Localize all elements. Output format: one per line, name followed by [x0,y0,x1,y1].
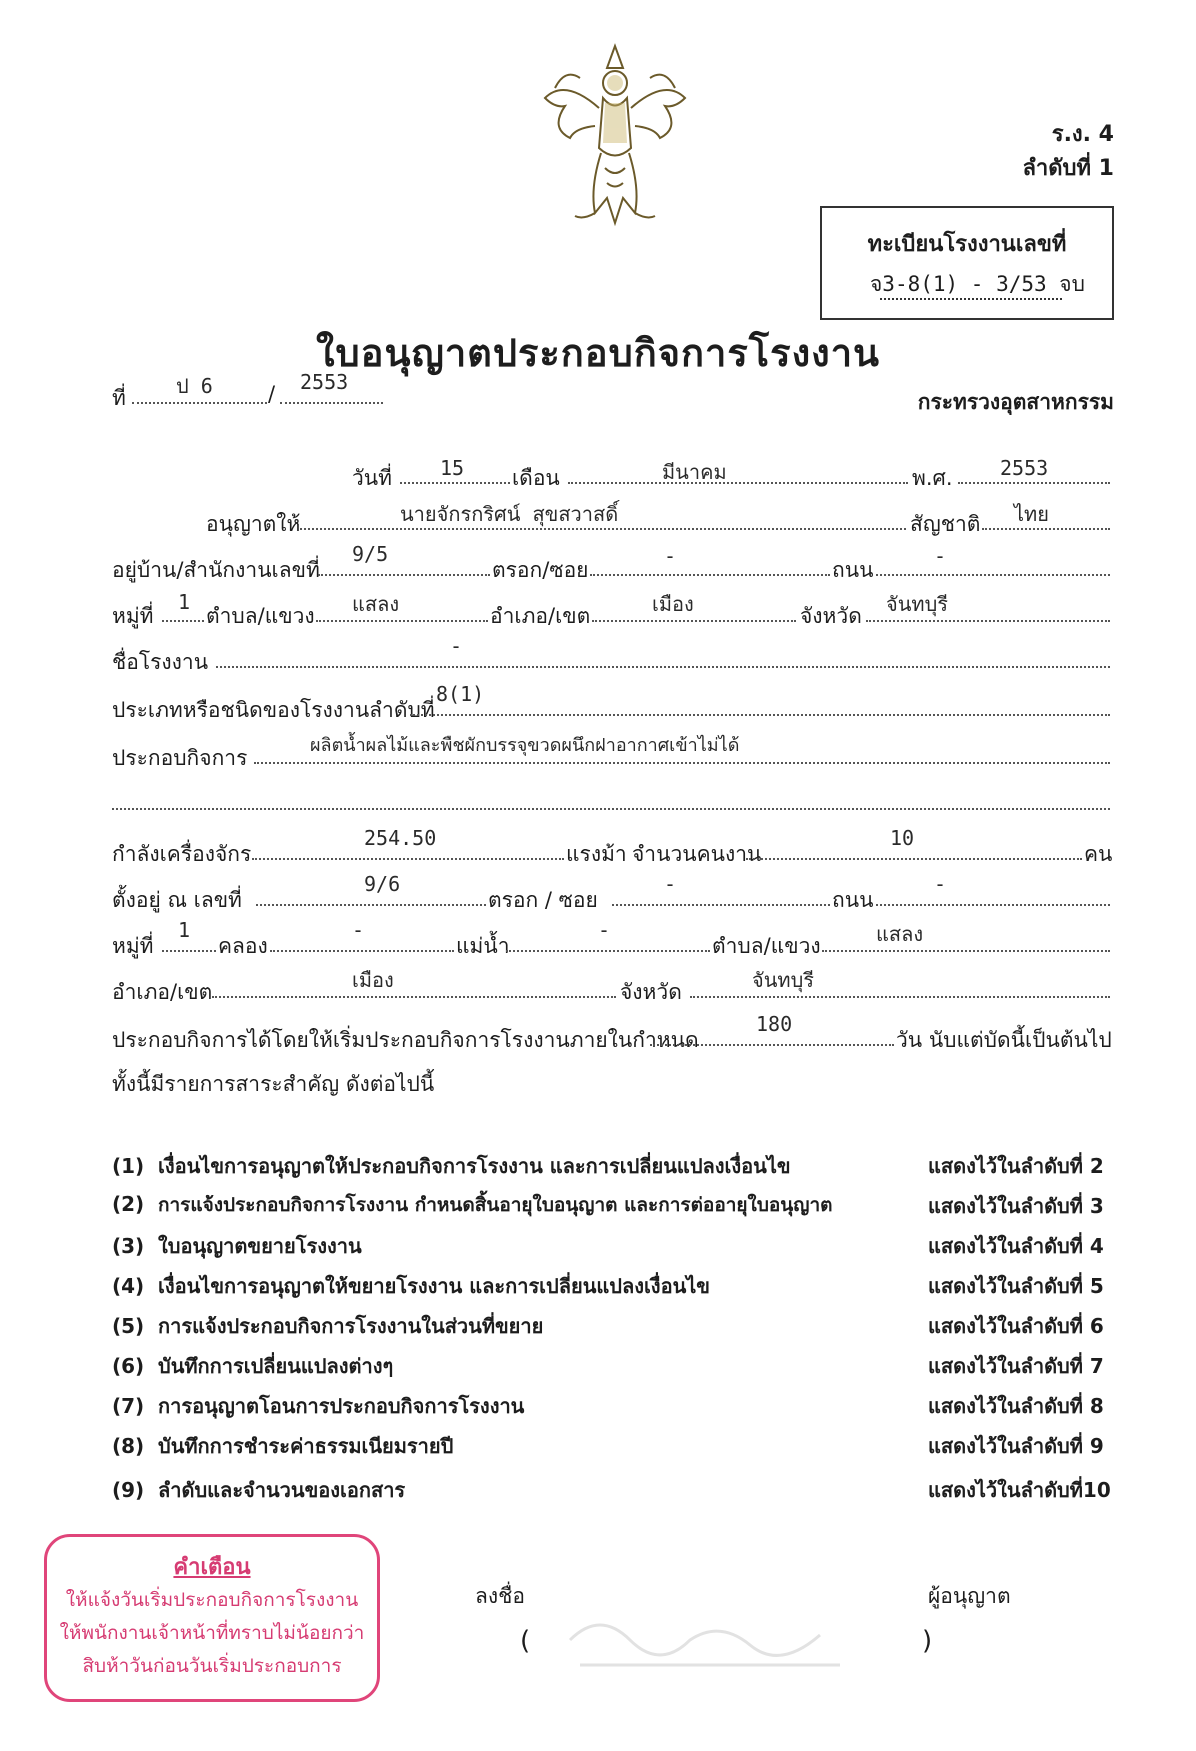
faded-signature-icon [560,1590,860,1680]
item-shown-ref: แสดงไว้ในลำดับที่ 5 [928,1274,1104,1298]
registration-box [820,206,1114,320]
loc-moo-dots [162,950,216,952]
item-shown-ref: แสดงไว้ในลำดับที่ 6 [928,1314,1104,1338]
loc-province-label: จังหวัด [620,980,682,1004]
list-item [112,1150,791,1182]
item-number: (5) [112,1314,145,1338]
loc-alley-value: - [664,872,677,896]
item-text: การแจ้งประกอบกิจการโรงงานในส่วนที่ขยาย [158,1314,544,1338]
item-shown-ref: แสดงไว้ในลำดับที่ 8 [928,1394,1104,1418]
item-text: ลำดับและจำนวนของเอกสาร [158,1478,406,1502]
start-suffix: วัน นับแต่บัดนี้เป็นต้นไป [896,1028,1112,1052]
order-label: ลำดับที่ 1 [1022,156,1114,181]
item-number: (9) [112,1478,145,1502]
business-label: ประกอบกิจการ [112,746,248,770]
province-dots [866,620,1110,622]
item-number: (3) [112,1234,145,1258]
factory-name-value: - [450,634,463,658]
signer-role: ผู้อนุญาต [928,1584,1011,1608]
subdistrict-value: แสลง [352,592,400,616]
moo-value: 1 [178,590,191,614]
workers-dots [746,858,1082,860]
list-item [112,1310,543,1342]
address-dots [318,574,490,576]
item-text: การอนุญาตโอนการประกอบกิจการโรงงาน [158,1394,525,1418]
item-text: เงื่อนไขการอนุญาตให้ประกอบกิจการโรงงาน และการเปลี่ยนแปลงเงื่อนไข [158,1154,791,1178]
doc-no-label: ที่ [112,386,126,410]
page-title: ใบอนุญาตประกอบกิจการโรงงาน [315,331,881,375]
loc-subdistrict-label: ตำบล/แขวง [712,934,821,958]
canal-label: คลอง [218,934,268,958]
river-value: - [598,918,611,942]
loc-district-dots [212,996,616,998]
form-code-block [1022,118,1114,186]
loc-district-label: อำเภอ/เขต [112,980,213,1004]
nationality-value: ไทย [1014,502,1049,526]
type-label: ประเภทหรือชนิดของโรงงานลำดับที่ [112,698,435,722]
date-value: 15 [440,456,465,480]
item-shown-ref: แสดงไว้ในลำดับที่ 7 [928,1354,1104,1378]
loc-alley-dots [612,904,830,906]
year-dots [958,482,1110,484]
type-value: 8(1) [436,682,485,706]
list-item [112,1430,453,1462]
road-value: - [934,544,947,568]
address-label: อยู่บ้าน/สำนักงานเลขที่ [112,558,320,582]
item-text: การแจ้งประกอบกิจการโรงงาน กำหนดสิ้นอายุใบอนุญาต และการต่ออายุใบอนุญาต [158,1194,833,1216]
signature-paren-close: ) [922,1626,933,1656]
loc-district-value: เมือง [352,968,394,992]
loc-label: ตั้งอยู่ ณ เลขที่ [112,888,242,912]
loc-road-dots [876,904,1110,906]
registration-number: จ3-8(1) - 3/53 จบ [870,272,1085,296]
year-label: พ.ศ. [912,466,953,490]
date-label: วันที่ [352,466,392,490]
ministry-name: กระทรวงอุตสาหกรรม [917,390,1114,414]
warning-line: สิบห้าวันก่อนวันเริ่มประกอบการ [82,1655,342,1677]
start-text: ประกอบกิจการได้โดยให้เริ่มประกอบกิจการโรงงานภายในกำหนด [112,1028,699,1052]
type-dots [410,714,1110,716]
alley-value: - [664,544,677,568]
business-value: ผลิตน้ำผลไม้และพืชผักบรรจุขวดผนึกฝาอากาศเข้าไม่ได้ [310,735,740,756]
province-value: จันทบุรี [886,592,949,616]
list-item [112,1474,405,1506]
start-days: 180 [756,1012,793,1036]
district-label: อำเภอ/เขต [490,604,591,628]
month-dots [568,482,908,484]
form-code: ร.ง. 4 [1051,122,1114,147]
district-value: เมือง [652,592,694,616]
factory-name-label: ชื่อโรงงาน [112,650,209,674]
canal-value: - [352,918,365,942]
river-label: แม่น้ำ [456,934,510,958]
loc-alley-label: ตรอก / ซอย [488,888,598,912]
business-dots [254,762,1110,764]
item-number: (7) [112,1394,145,1418]
garuda-emblem-icon [535,38,695,238]
loc-moo-label: หมู่ที่ [112,934,154,958]
month-label: เดือน [512,466,560,490]
doc-no-year: 2553 [300,370,349,394]
loc-road-label: ถนน [832,888,874,912]
item-shown-ref: แสดงไว้ในลำดับที่ 3 [928,1194,1104,1218]
item-shown-ref: แสดงไว้ในลำดับที่ 2 [928,1154,1104,1178]
subdistrict-dots [316,620,488,622]
licensee-value: นายจักรกริศน์ สุขสวาสดิ์ [400,502,619,526]
list-item [112,1270,710,1302]
month-value: มีนาคม [662,460,727,484]
warning-line: ให้พนักงานเจ้าหน้าที่ทราบไม่น้อยกว่า [59,1622,365,1644]
list-item [112,1350,393,1382]
factory-name-dots [216,666,1110,668]
item-number: (6) [112,1354,145,1378]
registration-underline [880,298,1062,300]
workers-label: จำนวนคนงาน [632,842,762,866]
doc-no-dots [132,402,267,404]
address-value: 9/5 [352,542,389,566]
alley-label: ตรอก/ซอย [492,558,589,582]
workers-value: 10 [890,826,915,850]
start-days-dots [650,1044,894,1046]
canal-dots [270,950,454,952]
warning-title: คำเตือน [173,1555,251,1580]
loc-moo-value: 1 [178,918,191,942]
list-item [112,1230,362,1262]
road-dots [876,574,1110,576]
item-number: (4) [112,1274,145,1298]
loc-dots [256,904,486,906]
loc-value: 9/6 [364,872,401,896]
district-dots [592,620,796,622]
item-shown-ref: แสดงไว้ในลำดับที่10 [928,1478,1111,1502]
year-value: 2553 [1000,456,1049,480]
road-label: ถนน [832,558,874,582]
item-text: เงื่อนไขการอนุญาตให้ขยายโรงงาน และการเปลี่ยนแปลงเงื่อนไข [158,1274,710,1298]
province-label: จังหวัด [800,604,862,628]
power-label: กำลังเครื่องจักร [112,842,252,866]
moo-dots [162,620,204,622]
hp-label: แรงม้า [566,842,627,866]
item-shown-ref: แสดงไว้ในลำดับที่ 4 [928,1234,1104,1258]
loc-subdistrict-dots [822,950,1110,952]
licensee-label: อนุญาตให้ [206,512,301,536]
item-text: บันทึกการเปลี่ยนแปลงต่างๆ [158,1354,394,1378]
item-shown-ref: แสดงไว้ในลำดับที่ 9 [928,1434,1104,1458]
warning-stamp [44,1534,380,1702]
loc-province-value: จันทบุรี [752,968,815,992]
doc-no-slash: / [268,382,276,406]
signature-label: ลงชื่อ [475,1584,525,1608]
date-dots [400,482,510,484]
person-label: คน [1084,842,1113,866]
warning-line: ให้แจ้งวันเริ่มประกอบกิจการโรงงาน [65,1589,359,1611]
loc-road-value: - [934,872,947,896]
loc-province-dots [690,996,1110,998]
subdistrict-label: ตำบล/แขวง [206,604,315,628]
power-dots [252,858,564,860]
registration-label: ทะเบียนโรงงานเลขที่ [867,232,1067,257]
doc-year-dots [280,402,383,404]
doc-no-value: ป 6 [176,374,213,398]
moo-label: หมู่ที่ [112,604,154,628]
alley-dots [590,574,830,576]
signature-paren-open: ( [520,1626,531,1656]
business-dots-2 [112,808,1110,810]
item-number: (2) [112,1192,145,1216]
item-text: บันทึกการชำระค่าธรรมเนียมรายปี [158,1434,454,1458]
power-value: 254.50 [364,826,437,850]
summary-text: ทั้งนี้มีรายการสาระสำคัญ ดังต่อไปนี้ [112,1072,435,1096]
list-item [112,1190,832,1220]
item-text: ใบอนุญาตขยายโรงงาน [158,1234,362,1258]
item-number: (8) [112,1434,145,1458]
river-dots [506,950,710,952]
list-item [112,1390,524,1422]
item-number: (1) [112,1154,145,1178]
nationality-label: สัญชาติ [910,512,981,536]
loc-subdistrict-value: แสลง [876,922,924,946]
